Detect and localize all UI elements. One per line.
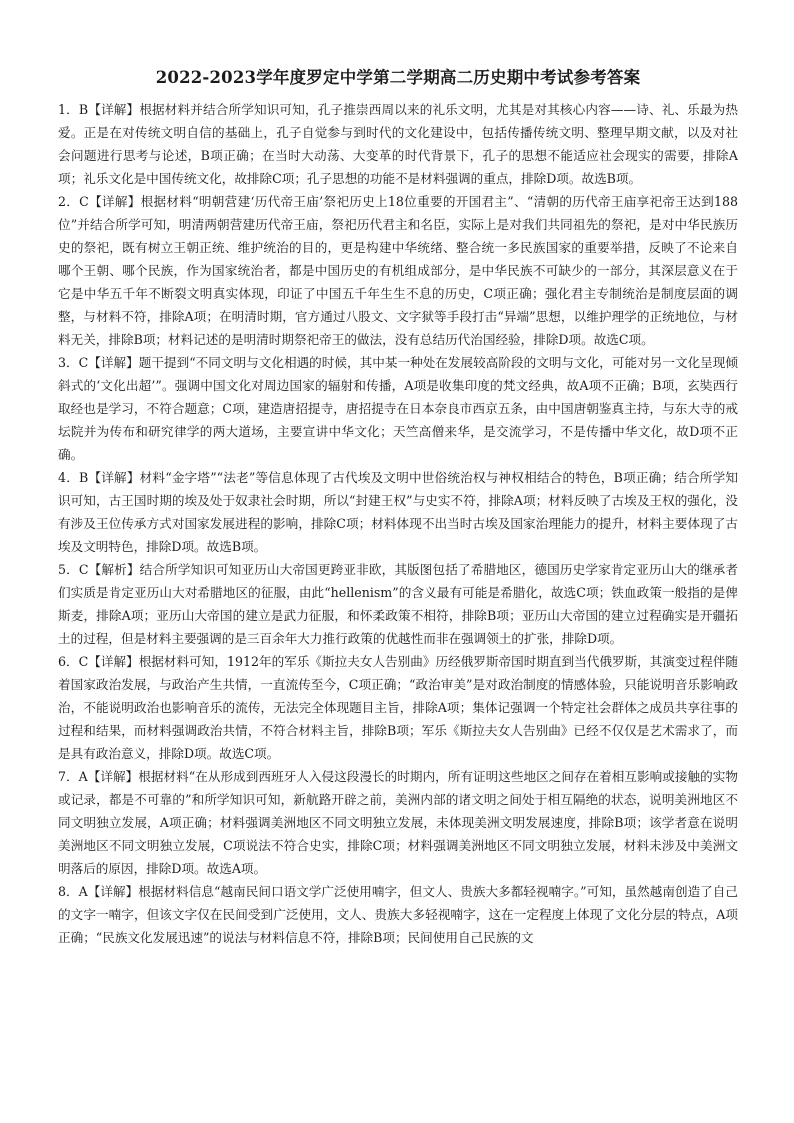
answer-item-2 <box>58 190 738 351</box>
answer-text: 材料“金字塔”“法老”等信息体现了古代埃及文明中世俗统治权与神权相结合的特色，B项正确；结合所学知识可知，古王国时期的埃及处于奴隶社会时期，所以“封建王权”与史实不符，排除A项；材料反映了古埃及王权的强化，没有涉及王位传承方式对国家发展进程的影响，排除C项；材料体现不出当时古埃及国家治理能力的提升，材料主要体现了古埃及文明特色，排除D项。故选B项。 <box>58 470 738 554</box>
answer-tag: 【详解】 <box>87 769 139 784</box>
answer-document <box>58 66 738 949</box>
answer-tag: 【详解】 <box>88 470 140 485</box>
answer-text: 根据材料信息“越南民间口语文学广泛使用喃字，但文人、贵族大多都轻视喃字。”可知，虽然越南创造了自己的文字一喃字，但该文字仅在民间受到广泛使用，文人、贵族大多轻视喃字，这在一定程度上体现了文化分层的特点，A项正确；“民族文化发展迅速”的说法与材料信息不符，排除B项；民间使用自己民族的文 <box>58 884 739 945</box>
answer-text: 结合所学知识可知亚历山大帝国更跨亚非欧，其版图包括了希腊地区，德国历史学家肯定亚历山大的继承者们实质是肯定亚历山大对希腊地区的征服，由此“hellenism”的含义最有可能是希腊化，故选C项；铁血政策一般指的是俾斯麦，排除A项；亚历山大帝国的建立是武力征服，和怀柔政策不相符，排除B项；亚历山大帝国的建立过程确实是开疆拓土的过程，但是材料主要强调的是三百余年大力推行政策的优越性而非在强调领土的扩张，排除D项。 <box>58 562 739 646</box>
answer-text: 根据材料“明朝营建‘历代帝王庙’祭祀历史上18位重要的开国君主”、“清朝的历代帝王庙享祀帝王达到188位”并结合所学可知，明清两朝营建历代帝王庙，祭祀历代君主和名臣，实际上是对我们共同祖先的祭祀，是对中华民族历史的祭祀，既有树立王朝正统、维护统治的目的，更是构建中华统绪、整合统一多民族国家的重要举措，反映了不论来自哪个王朝、哪个民族，作为国家统治者，都是中国历史的有机组成部分，是中华民族不可缺少的一部分，其深层意义在于它是中华五千年不断裂文明真实体现，印证了中国五千年生生不息的历史，C项正确；强化君主专制统治是制度层面的调整，与材料不符，排除A项；在明清时期，官方通过八股文、文字狱等手段打击“异端”思想，以维护理学的正统地位，与材料无关，排除B项；材料记述的是明清时期祭祀帝王的做法，没有总结历代治国经验，排除D项。故选C项。 <box>58 194 738 347</box>
answer-item-6 <box>58 650 738 765</box>
answer-item-7 <box>58 765 738 880</box>
answer-number: 6．C <box>58 654 89 669</box>
answer-tag: 【详解】 <box>87 884 139 899</box>
answer-number: 8．A <box>58 884 88 899</box>
answer-item-1 <box>58 98 738 190</box>
answer-number: 1．B <box>58 102 89 117</box>
document-title: 2022-2023学年度罗定中学第二学期高二历史期中考试参考答案 <box>155 68 641 87</box>
answer-item-8 <box>58 880 738 949</box>
answer-text: 根据材料“在从形成到西班牙人入侵这段漫长的时期内，所有证明这些地区之间存在着相互影响或接触的实物或记录，都是不可靠的”和所学知识可知，新航路开辟之前，美洲内部的诸文明之间处于相互隔绝的状态，说明美洲地区不同文明独立发展，A项正确；材料强调美洲地区不同文明独立发展，未体现美洲文明发展速度，排除B项；该学者意在说明美洲地区不同文明独立发展，C项说法不符合史实，排除C项；材料强调美洲地区不同文明独立发展，材料未涉及中美洲文明落后的原因，排除D项。故选A项。 <box>58 769 739 876</box>
answer-text: 根据材料并结合所学知识可知，孔子推崇西周以来的礼乐文明，尤其是对其核心内容——诗、礼、乐最为热爱。正是在对传统文明自信的基础上，孔子自觉参与到时代的文化建设中，包括传播传统文明、整理早期文献，以及对社会问题进行思考与论述，B项正确；在当时大动荡、大变革的时代背景下，孔子的思想不能适应社会现实的需要，排除A项；礼乐文化是中国传统文化，故排除C项；孔子思想的功能不是材料强调的重点，排除D项。故选B项。 <box>58 102 739 186</box>
answer-tag: 【详解】 <box>88 102 140 117</box>
answer-number: 5．C <box>58 562 89 577</box>
answer-tag: 【详解】 <box>88 654 139 669</box>
answer-item-5 <box>58 558 738 650</box>
answer-number: 4．B <box>58 470 89 485</box>
answer-number: 2．C <box>58 194 89 209</box>
answer-text: 根据材料可知，1912年的军乐《斯拉夫女人告别曲》历经俄罗斯帝国时期直到当代俄罗斯，其演变过程伴随着国家政治发展，与政治产生共情，一直流传至今，C项正确；“政治审美”是对政治制度的情感体验，只能说明音乐影响政治，不能说明政治也影响音乐的流传，无法完全体现题目主旨，排除A项；集体记强调一个特定社会群体之成员共享往事的过程和结果，而材料强调政治共情，不符合材料主旨，排除B项；军乐《斯拉夫女人告别曲》已经不仅仅是艺术需求了，而是具有政治意义，排除D项。故选C项。 <box>58 654 738 761</box>
answer-item-3 <box>58 351 738 466</box>
answer-number: 3．C <box>58 355 89 370</box>
answer-tag: 【详解】 <box>88 194 141 209</box>
answer-text: 题干提到“不同文明与文化相遇的时候，其中某一种处在发展较高阶段的文明与文化，可能对另一文化呈现倾斜式的‘文化出超’”。强调中国文化对周边国家的辐射和传播，A项是收集印度的梵文经典，故A项不正确；B项，玄奘西行取经也是学习，不符合题意；C项，建造唐招提寺，唐招提寺在日本奈良市西京五条，由中国唐朝鉴真主持，与东大寺的戒坛院并为传布和研究律学的两大道场，主要宣讲中华文化；天竺高僧来华，是交流学习，不是传播中华文化，故D项不正确。 <box>58 355 738 462</box>
answer-item-4 <box>58 466 738 558</box>
answer-number: 7．A <box>58 769 88 784</box>
answer-tag: 【详解】 <box>88 355 139 370</box>
answer-tag: 【解析】 <box>88 562 140 577</box>
